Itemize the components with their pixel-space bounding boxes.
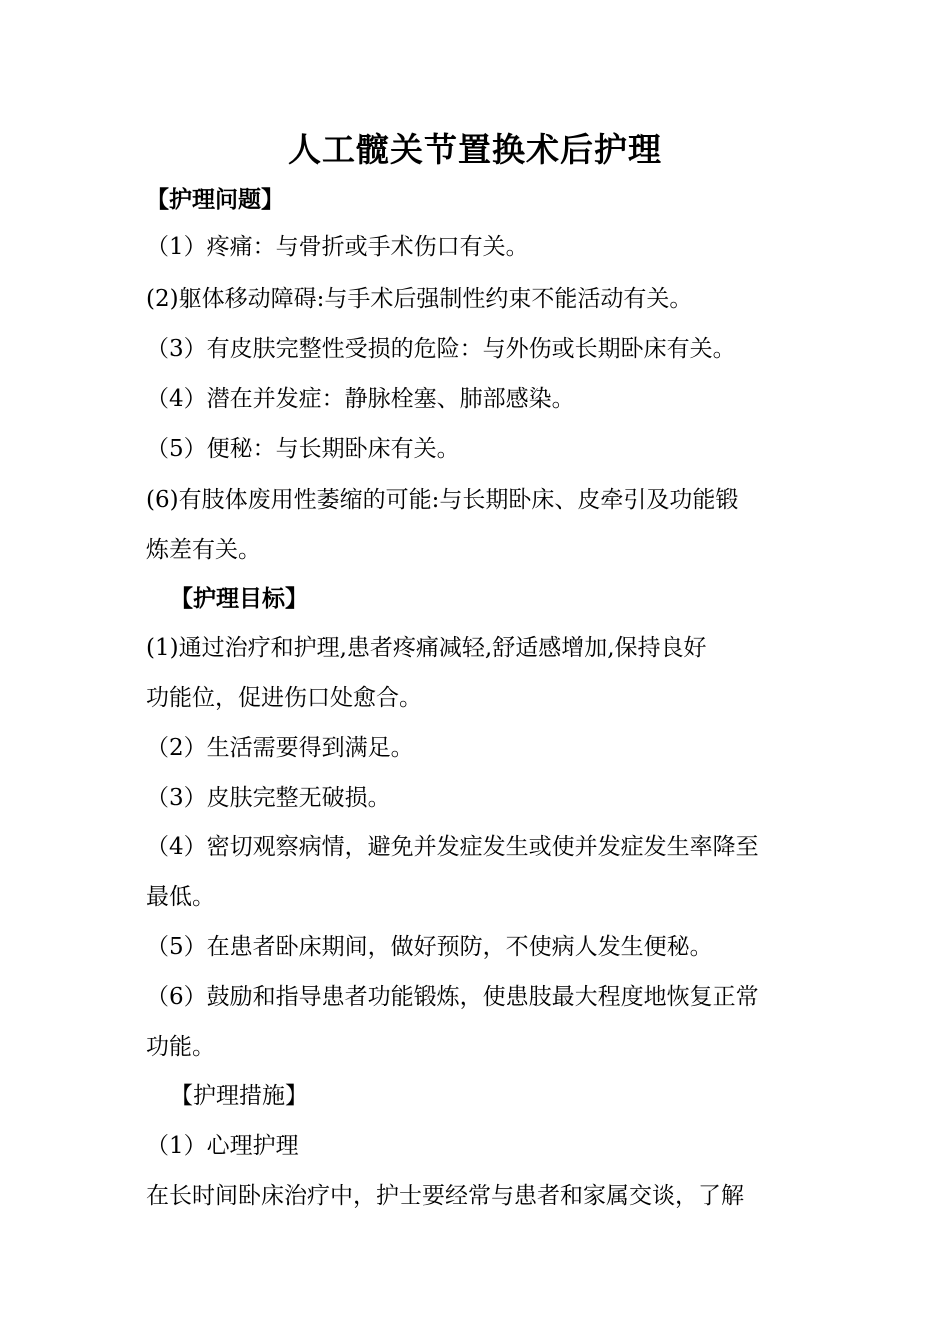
paragraph-line: （4）潜在并发症：静脉栓塞、肺部感染。	[146, 386, 575, 412]
paragraph-line: （3）皮肤完整无破损。	[146, 785, 391, 811]
paragraph-line: （1）心理护理	[146, 1133, 299, 1159]
paragraph-line: 功能。	[146, 1034, 215, 1060]
paragraph-line: (1)通过治疗和护理,患者疼痛减轻,舒适感增加,保持良好	[146, 635, 707, 661]
paragraph-line: (2)躯体移动障碍:与手术后强制性约束不能活动有关。	[146, 286, 693, 312]
section-heading-measures: 【护理措施】	[170, 1083, 308, 1109]
paragraph-line: 功能位，促进伤口处愈合。	[146, 685, 422, 711]
paragraph-line: 炼差有关。	[146, 537, 261, 563]
paragraph-line: （6）鼓励和指导患者功能锻炼，使患肢最大程度地恢复正常	[146, 984, 759, 1010]
paragraph-line: 在长时间卧床治疗中，护士要经常与患者和家属交谈，了解	[146, 1183, 744, 1209]
section-heading-goals: 【护理目标】	[170, 585, 308, 612]
paragraph-line: （5）便秘：与长期卧床有关。	[146, 436, 460, 462]
paragraph-line: （2）生活需要得到满足。	[146, 735, 414, 761]
paragraph-line: （5）在患者卧床期间，做好预防，不使病人发生便秘。	[146, 934, 713, 960]
document-title: 人工髋关节置换术后护理	[288, 130, 662, 169]
paragraph-line: （1）疼痛：与骨折或手术伤口有关。	[146, 234, 529, 260]
paragraph-line: 最低。	[146, 884, 215, 910]
section-heading-problems: 【护理问题】	[146, 186, 284, 213]
paragraph-line: （3）有皮肤完整性受损的危险：与外伤或长期卧床有关。	[146, 336, 736, 362]
paragraph-line: (6)有肢体废用性萎缩的可能:与长期卧床、皮牵引及功能锻	[146, 487, 739, 513]
paragraph-line: （4）密切观察病情，避免并发症发生或使并发症发生率降至	[146, 834, 759, 860]
